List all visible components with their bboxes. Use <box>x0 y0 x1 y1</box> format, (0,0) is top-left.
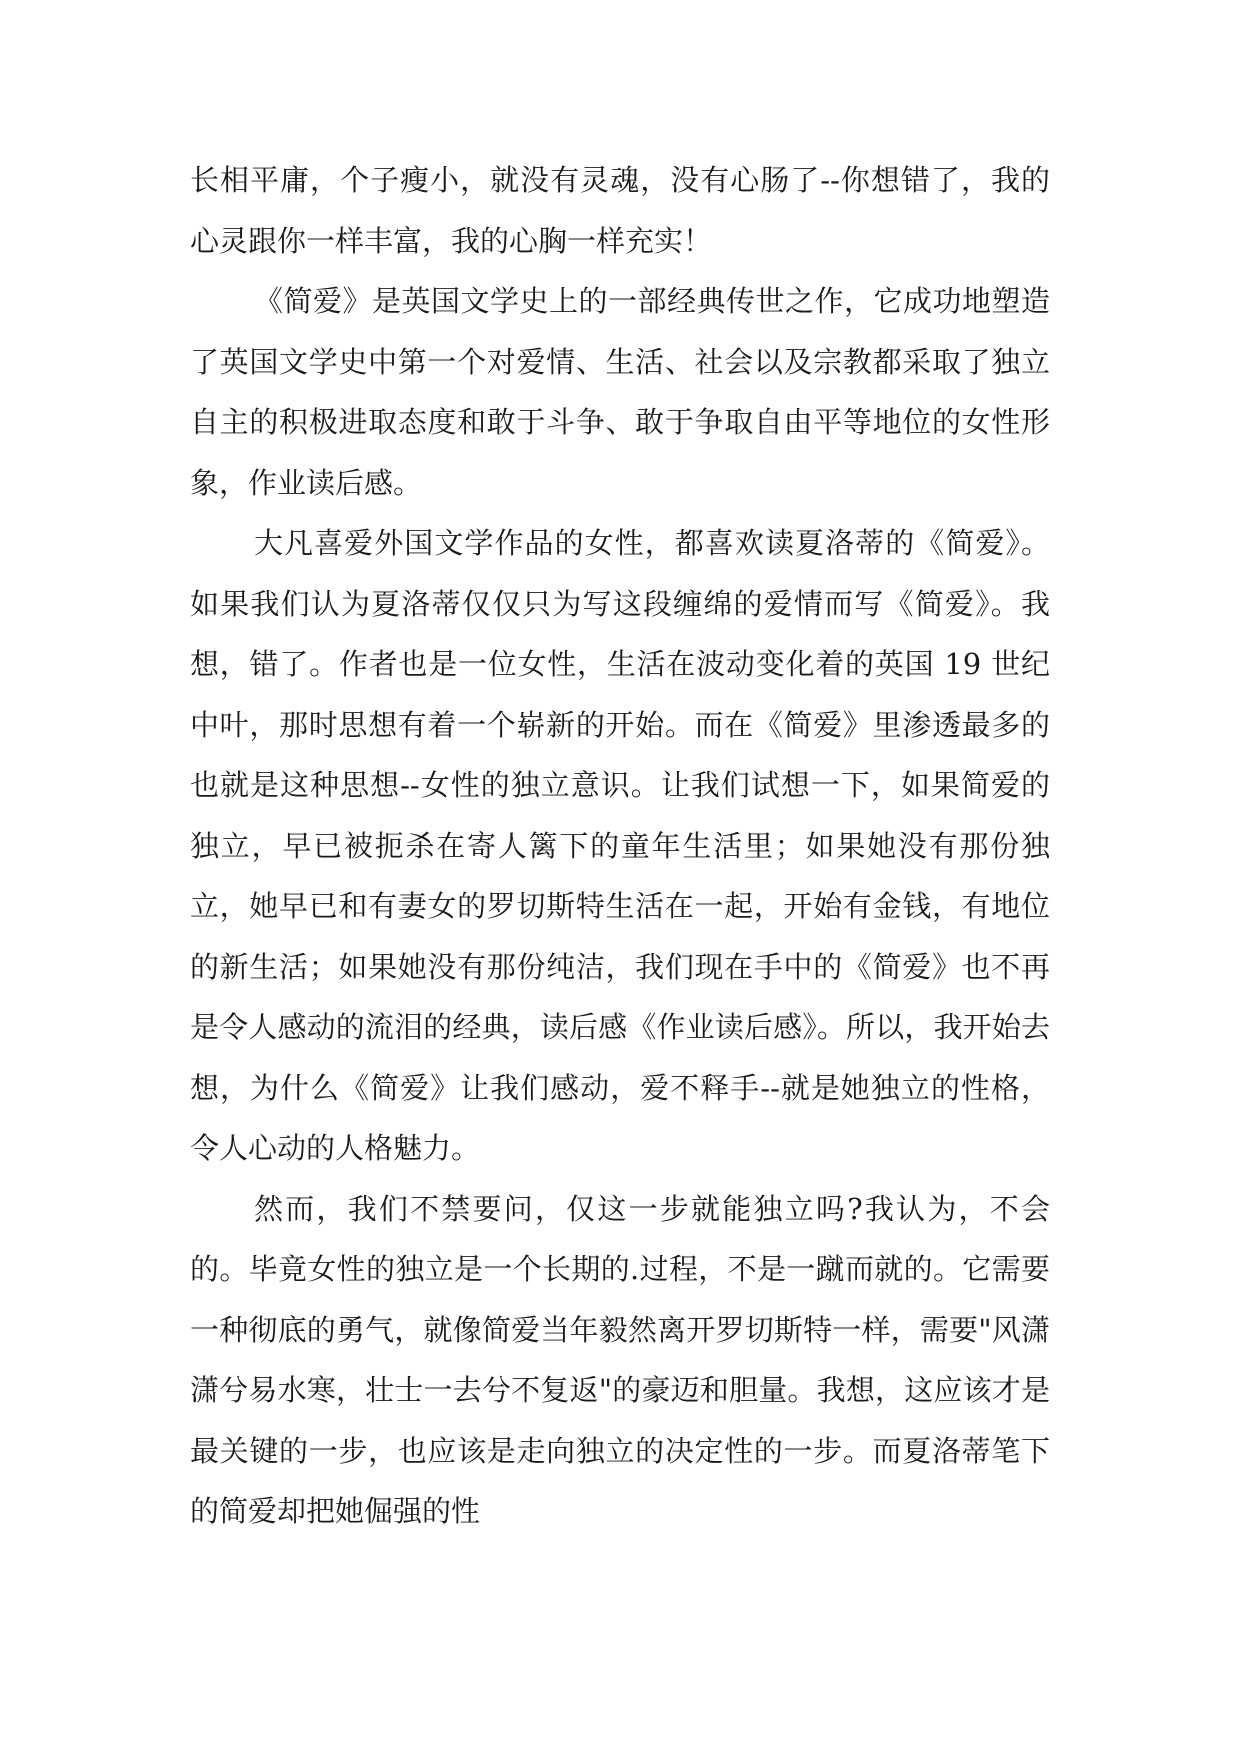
paragraph: 《简爱》是英国文学史上的一部经典传世之作，它成功地塑造了英国文学史中第一个对爱情、生活、社会以及宗教都采取了独立自主的积极进取态度和敢于斗争、敢于争取自由平等地位的女性形象，作业读后感。 <box>190 284 1050 500</box>
paragraph: 然而，我们不禁要问，仅这一步就能独立吗?我认为，不会的。毕竟女性的独立是一个长期的.过程，不是一蹴而就的。它需要一种彻底的勇气，就像简爱当年毅然离开罗切斯特一样，需要"风潇潇兮易水寒，壮士一去兮不复返"的豪迈和胆量。我想，这应该才是最关键的一步，也应该是走向独立的决定性的一步。而夏洛蒂笔下的简爱却把她倔强的性 <box>190 1191 1050 1528</box>
document-body <box>190 150 1050 1542</box>
paragraph-continued: 长相平庸，个子瘦小，就没有灵魂，没有心肠了--你想错了，我的心灵跟你一样丰富，我的心胸一样充实！ <box>190 163 1050 258</box>
paragraph: 大凡喜爱外国文学作品的女性，都喜欢读夏洛蒂的《简爱》。如果我们认为夏洛蒂仅仅只为写这段缠绵的爱情而写《简爱》。我想，错了。作者也是一位女性，生活在波动变化着的英国 19 世纪中叶，那时思想有着一个崭新的开始。而在《简爱》里渗透最多的也就是这种思想--女性的独立意识。让我们试想一下，如果简爱的独立，早已被扼杀在寄人篱下的童年生活里；如果她没有那份独立，她早已和有妻女的罗切斯特生活在一起，开始有金钱，有地位的新生活；如果她没有那份纯洁，我们现在手中的《简爱》也不再是令人感动的流泪的经典，读后感《作业读后感》。所以，我开始去想，为什么《简爱》让我们感动，爱不释手--就是她独立的性格，令人心动的人格魅力。 <box>190 526 1050 1165</box>
